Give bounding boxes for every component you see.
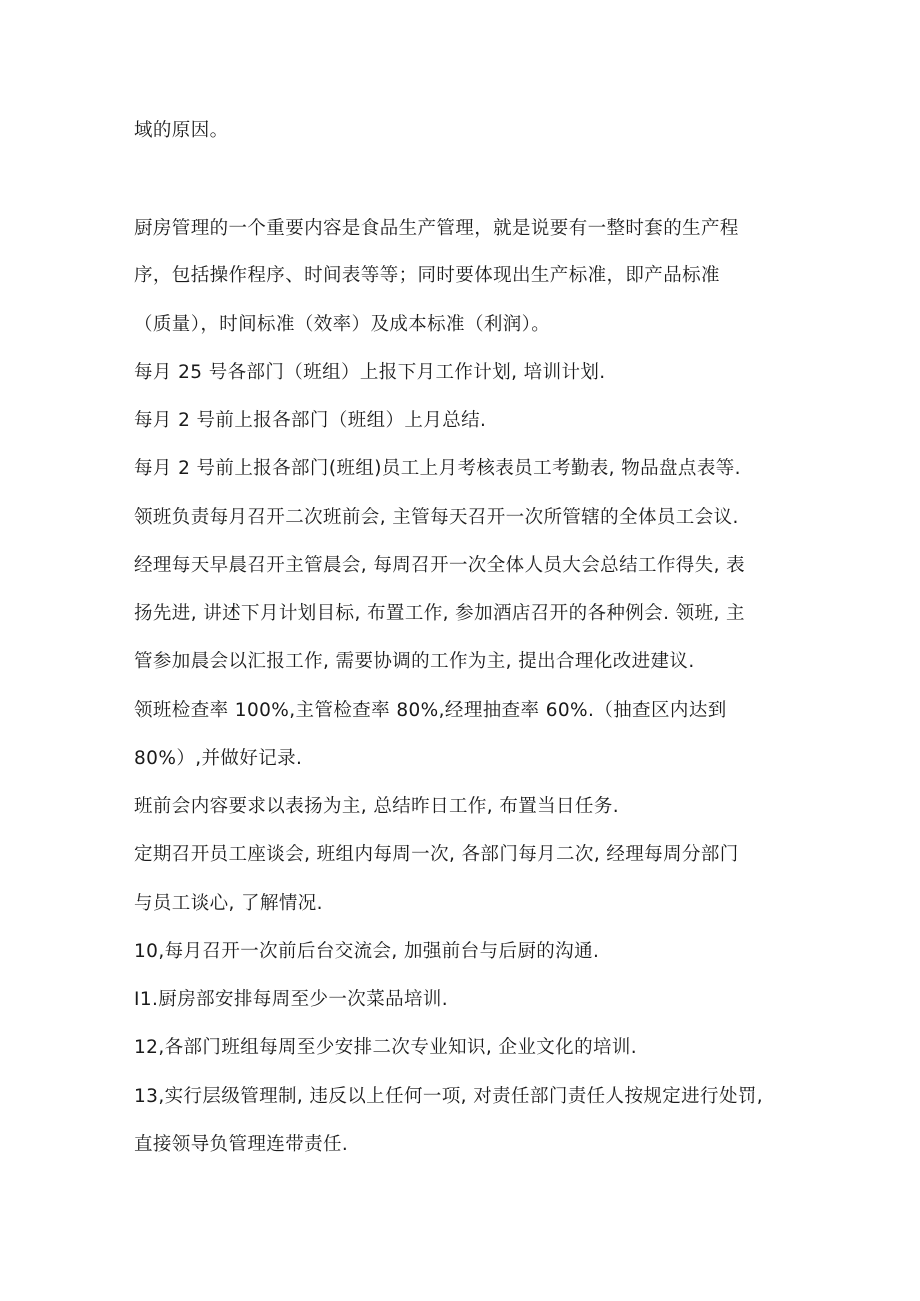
text-line-14: 班前会内容要求以表扬为主, 总结昨日工作, 布置当日任务. xyxy=(134,796,620,817)
text-line-9: 经理每天早晨召开主管晨会, 每周召开一次全体人员大会总结工作得失, 表 xyxy=(134,555,746,576)
text-line-1: 域的原因。 xyxy=(134,120,229,141)
text-line-21: 直接领导负管理连带责任. xyxy=(134,1134,349,1155)
text-line-13: 80%）,并做好记录. xyxy=(134,748,303,769)
text-line-4: （质量），时间标准（效率）及成本标准（利润）。 xyxy=(134,314,551,335)
text-line-16: 与员工谈心, 了解情况. xyxy=(134,893,323,914)
text-line-6: 每月 2 号前上报各部门（班组）上月总结. xyxy=(134,410,487,431)
text-line-19: 12,各部门班组每周至少安排二次专业知识, 企业文化的培训. xyxy=(134,1037,638,1058)
text-line-7: 每月 2 号前上报各部门(班组)员工上月考核表员工考勤表, 物品盘点表等. xyxy=(134,458,741,479)
text-line-15: 定期召开员工座谈会, 班组内每周一次, 各部门每月二次, 经理每周分部门 xyxy=(134,844,739,865)
text-line-12: 领班检查率 100%,主管检查率 80%,经理抽查率 60%.（抽查区内达到 xyxy=(134,700,727,721)
text-line-10: 扬先进, 讲述下月计划目标, 布置工作, 参加酒店召开的各种例会. 领班, 主 xyxy=(134,603,745,624)
text-line-11: 管参加晨会以汇报工作, 需要协调的工作为主, 提出合理化改进建议. xyxy=(134,651,695,672)
text-line-20: 13,实行层级管理制, 违反以上任何一项, 对责任部门责任人按规定进行处罚, xyxy=(134,1086,764,1107)
text-line-3: 序，包括操作程序、时间表等等；同时要体现出生产标准，即产品标准 xyxy=(134,265,720,286)
text-line-2: 厨房管理的一个重要内容是食品生产管理，就是说要有一整时套的生产程 xyxy=(134,218,739,239)
text-line-17: 10,每月召开一次前后台交流会, 加强前台与后厨的沟通. xyxy=(134,941,600,962)
text-line-8: 领班负责每月召开二次班前会, 主管每天召开一次所管辖的全体员工会议. xyxy=(134,507,739,528)
text-line-18: I1.厨房部安排每周至少一次菜品培训. xyxy=(134,989,449,1010)
text-line-5: 每月 25 号各部门（班组）上报下月工作计划, 培训计划. xyxy=(134,362,606,383)
